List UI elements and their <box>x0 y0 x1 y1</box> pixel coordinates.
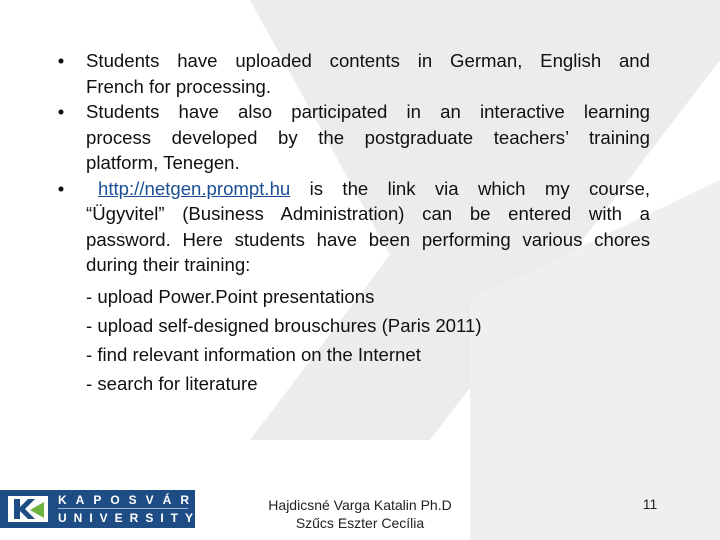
bullet-dot: • <box>57 101 65 122</box>
bullet-item <box>52 48 650 99</box>
bullet-text: “Ügyvitel” (Business Administration) can be entered with a <box>86 203 650 224</box>
bullet-text: process developed by the postgraduate teachers’ training <box>86 126 650 148</box>
bullet-text: French for processing. <box>86 75 271 97</box>
bullet-text: Students have uploaded contents in German, English and <box>86 50 650 71</box>
bullet-text: password. Here students have been performing various chores <box>86 228 650 250</box>
task-list <box>86 282 650 398</box>
university-logo <box>0 490 201 528</box>
bullet-dot: • <box>57 177 65 199</box>
slide-body <box>52 48 650 398</box>
task-item: - find relevant information on the Internet <box>86 343 421 365</box>
course-link[interactable]: http://netgen.prompt.hu <box>98 177 291 199</box>
task-item: - upload self-designed brouschures (Paris 2011) <box>86 314 482 336</box>
page-number: 11 <box>642 496 658 512</box>
task-item: - upload Power.Point presentations <box>86 285 375 307</box>
bullet-text: Students have also participated in an interactive learning <box>86 101 650 122</box>
logo-text-top: KAPOSVÁR <box>58 493 199 507</box>
task-item: - search for literature <box>86 372 258 394</box>
k-emblem-icon <box>6 494 50 524</box>
bullet-link-line <box>86 176 650 202</box>
bullet-text: platform, Tenegen. <box>86 152 240 173</box>
bullet-item <box>52 176 650 398</box>
bullet-text: is the link via which my course, <box>309 177 650 199</box>
logo-divider <box>58 508 188 509</box>
author-name: Hajdicsné Varga Katalin Ph.D <box>268 497 452 513</box>
bullet-text: during their training: <box>86 254 251 275</box>
bullet-item <box>52 99 650 176</box>
logo-text-bottom: UNIVERSITY <box>58 511 201 525</box>
co-author-name: Szűcs Eszter Cecília <box>295 515 425 531</box>
author-block <box>240 496 480 532</box>
bullet-dot: • <box>57 50 65 71</box>
